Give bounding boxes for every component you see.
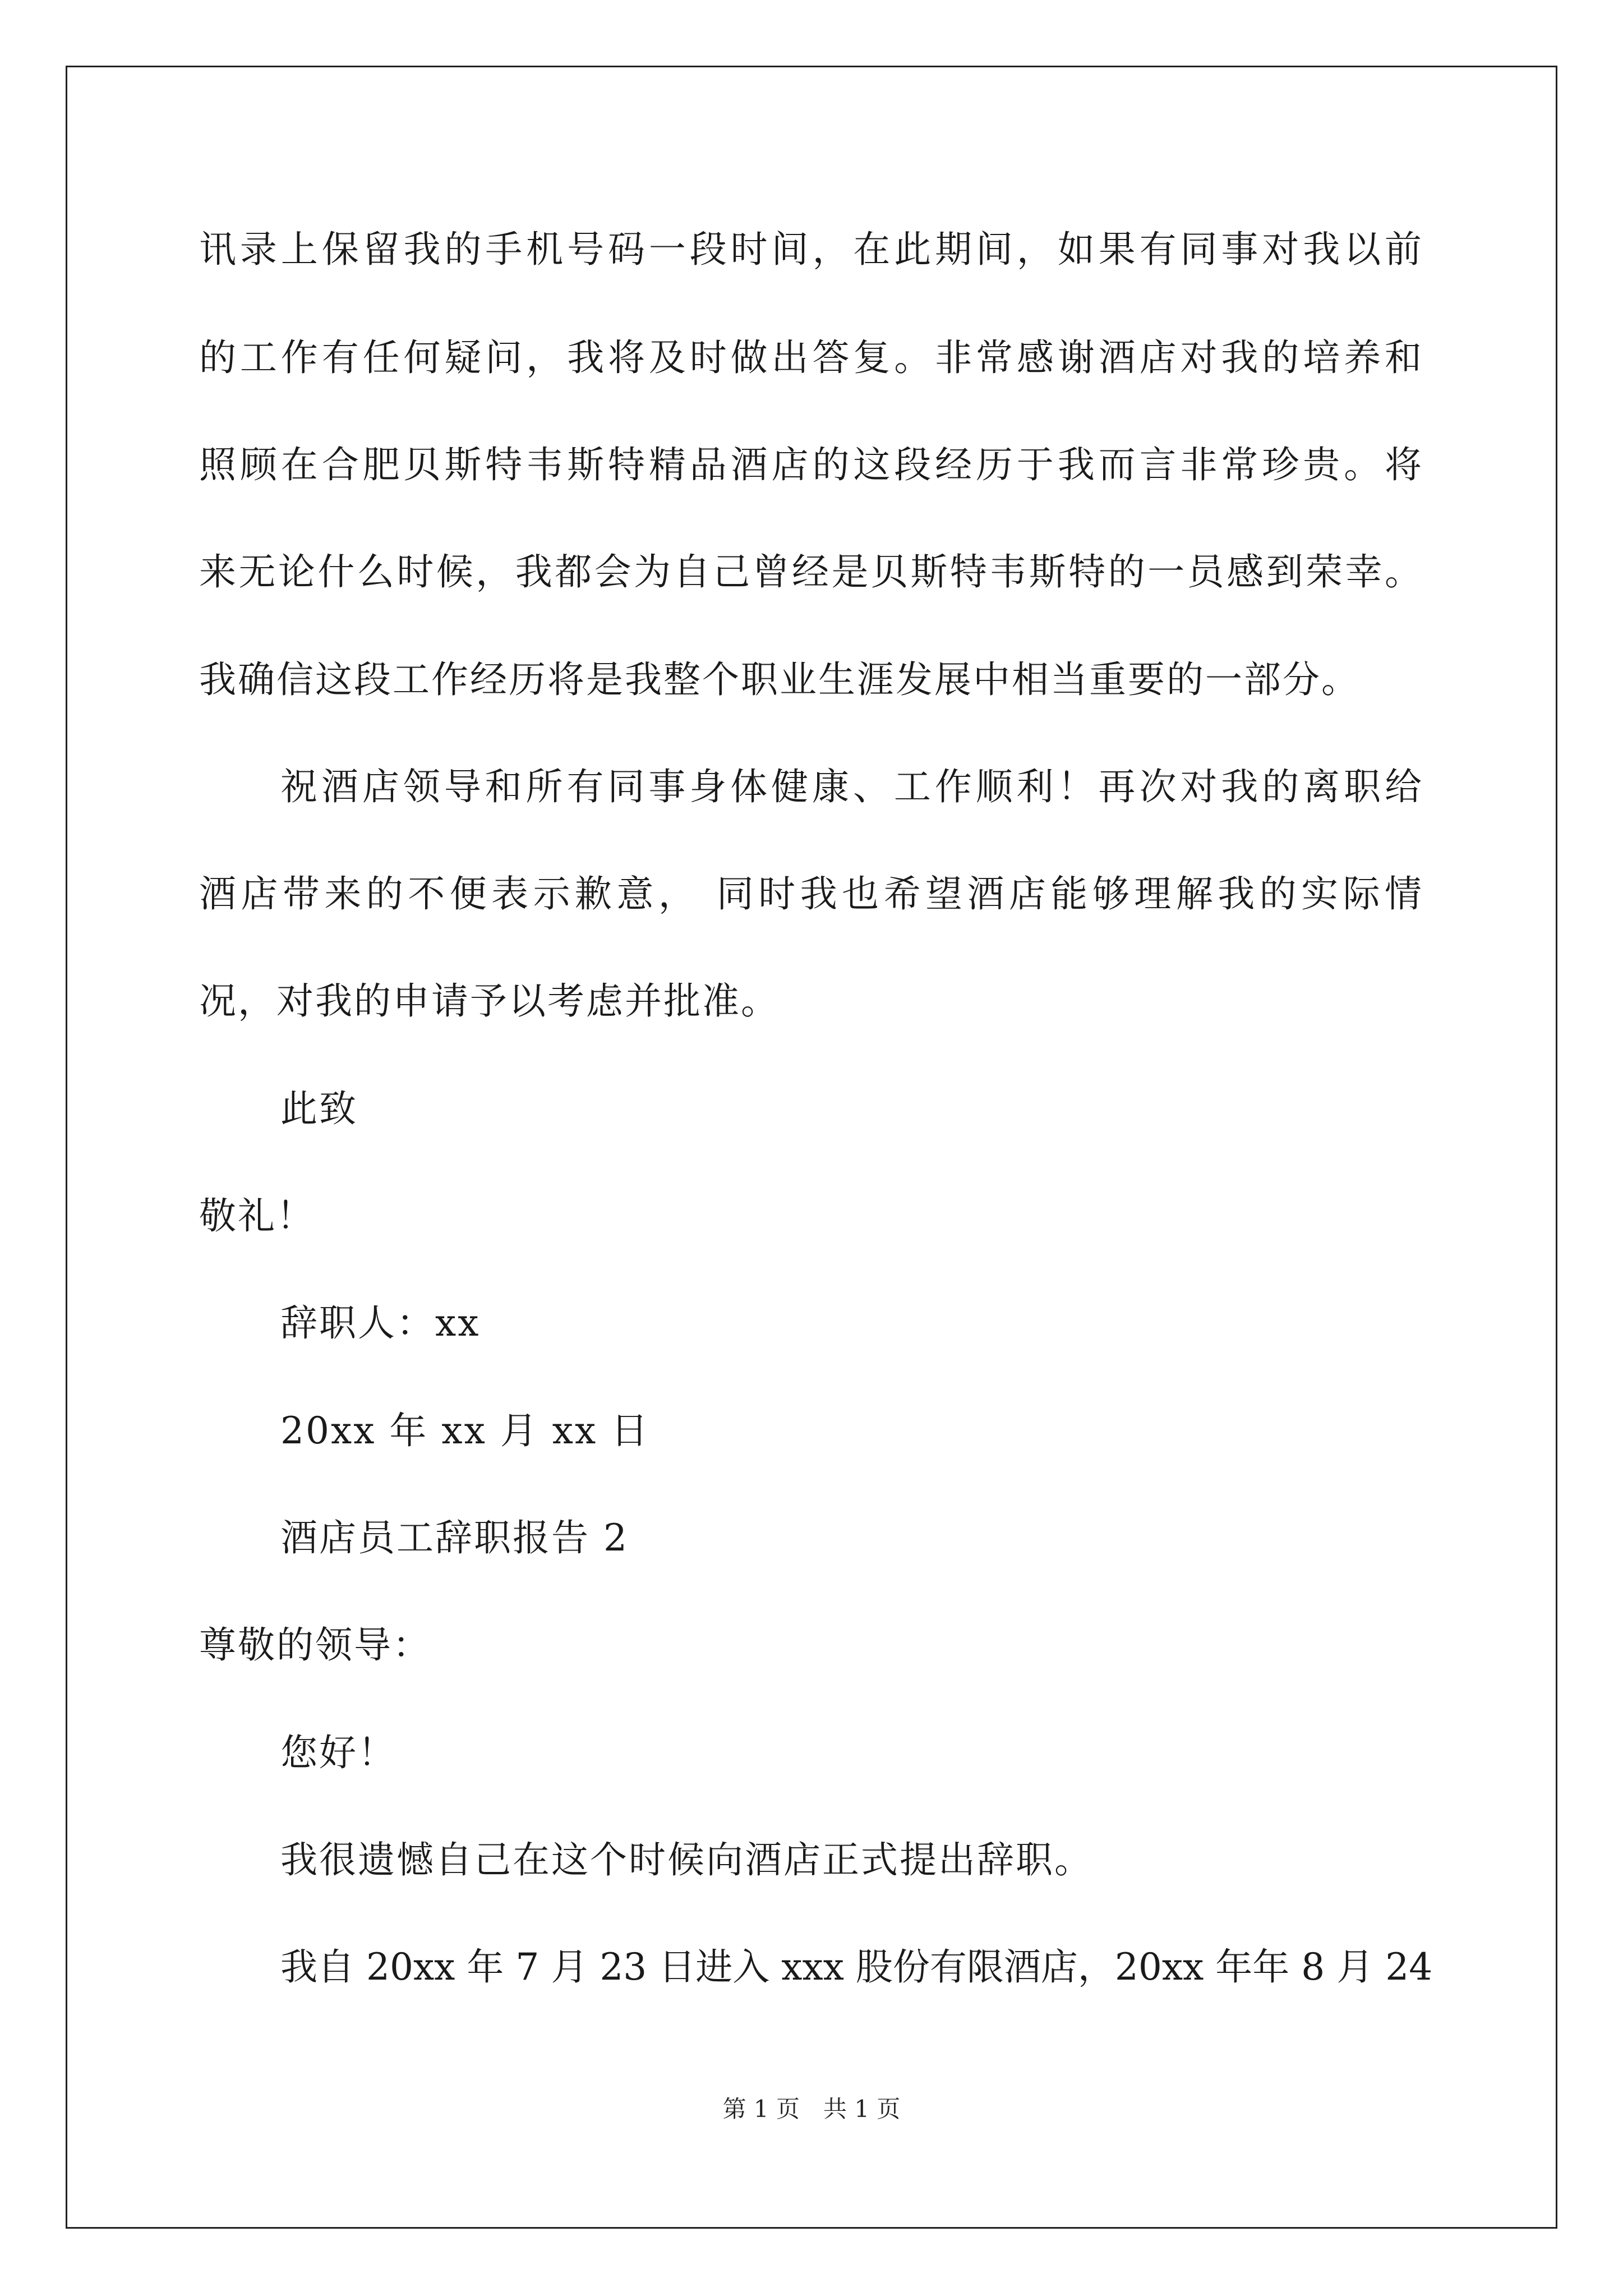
body-line: 我很遗憾自己在这个时候向酒店正式提出辞职。 [280, 1838, 1093, 1881]
body-line: 来无论什么时候，我都会为自己曾经是贝斯特韦斯特的一员感到荣幸。 [199, 550, 1422, 593]
body-line: 我自 20xx 年 7 月 23 日进入 xxx 股份有限酒店，20xx 年年 8 月 24 [280, 1945, 1433, 1989]
date-line: 20xx 年 xx 月 xx 日 [280, 1409, 650, 1452]
body-line: 我确信这段工作经历将是我整个职业生涯发展中相当重要的一部分。 [199, 658, 1360, 701]
page-border [66, 66, 1557, 2229]
body-line: 讯录上保留我的手机号码一段时间，在此期间，如果有同事对我以前 [199, 228, 1422, 271]
closing-salutation: 此致 [280, 1087, 358, 1130]
greeting: 尊敬的领导： [199, 1623, 431, 1667]
greeting-hello: 您好！ [280, 1731, 396, 1774]
page-footer: 第 1 页 共 1 页 [722, 2095, 901, 2123]
closing-regards: 敬礼！ [199, 1194, 315, 1237]
body-line: 况，对我的申请予以考虑并批准。 [199, 979, 780, 1023]
section-title: 酒店员工辞职报告 2 [280, 1516, 629, 1559]
body-line: 的工作有任何疑问，我将及时做出答复。非常感谢酒店对我的培养和 [199, 336, 1422, 379]
body-line: 祝酒店领导和所有同事身体健康、工作顺利！再次对我的离职给 [280, 765, 1422, 808]
body-line: 酒店带来的不便表示歉意， 同时我也希望酒店能够理解我的实际情 [199, 872, 1422, 915]
signature-line: 辞职人：xx [280, 1301, 481, 1345]
body-line: 照顾在合肥贝斯特韦斯特精品酒店的这段经历于我而言非常珍贵。将 [199, 443, 1422, 486]
